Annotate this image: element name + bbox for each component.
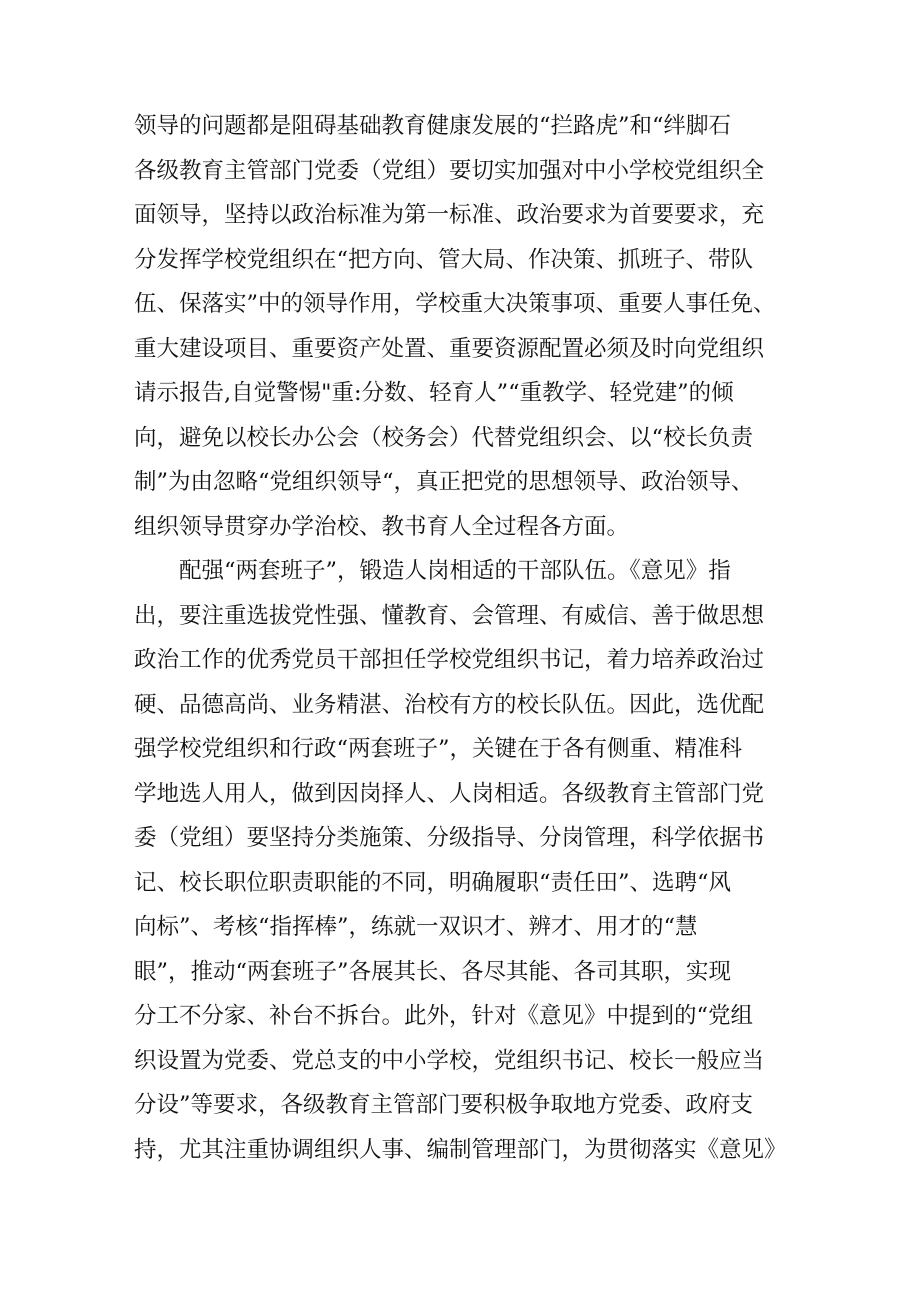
text-line: 向标”、考核“指挥棒”，练就一双识才、辨才、用才的“慧 <box>134 914 698 940</box>
text-line: 领导的问题都是阻碍基础教育健康发展的“拦路虎”和“绊脚石 <box>134 113 732 139</box>
paragraph-start-line: 配强“两套班子”，锻造人岗相适的干部队伍。《意见》指 <box>134 558 731 584</box>
text-line: 政治工作的优秀党员干部担任学校党组织书记，着力培养政治过 <box>134 647 765 673</box>
body-text <box>134 104 800 1172</box>
text-line: 织设置为党委、党总支的中小学校，党组织书记、校长一般应当 <box>134 1047 765 1074</box>
text-line: 持，尤其注重协调组织人事、编制管理部门，为贯彻落实《意见》 <box>134 1136 787 1163</box>
text-line: 眼”，推动“两套班子”各展其长、各尽其能、各司其职，实现 <box>134 958 732 985</box>
text-line: 分设”等要求，各级教育主管部门要积极争取地方党委、政府支 <box>134 1092 754 1118</box>
text-line: 组织领导贯穿办学治校、教书育人全过程各方面。 <box>134 513 630 540</box>
text-line: 硬、品德高尚、业务精湛、治校有方的校长队伍。因此，选优配 <box>134 691 765 718</box>
text-line: 委（党组）要坚持分类施策、分级指导、分岗管理，科学依据书 <box>134 825 765 851</box>
text-line: 向，避免以校长办公会（校务会）代替党组织会、以“校长负责 <box>134 424 754 451</box>
text-line: 强学校党组织和行政“两套班子”，关键在于各有侧重、精准科 <box>134 736 743 762</box>
text-line: 出，要注重选拔党性强、懂教育、会管理、有威信、善于做思想 <box>134 602 765 629</box>
text-line: 请示报告,自觉警惕"重:分数、轻育人”“重教学、轻党建”的倾 <box>134 380 734 406</box>
text-line: 各级教育主管部门党委（党组）要切实加强对中小学校党组织全 <box>134 157 765 184</box>
text-line: 面领导，坚持以政治标准为第一标准、政治要求为首要要求，充 <box>134 202 765 228</box>
text-line: 制”为由忽略“党组织领导“，真正把党的思想领导、政治领导、 <box>134 469 754 495</box>
text-line: 重大建设项目、重要资产处置、重要资源配置必须及时向党组织 <box>134 335 765 362</box>
text-line: 分工不分家、补台不拆台。此外，针对《意见》中提到的“党组 <box>134 1003 754 1029</box>
text-line: 伍、保落实”中的领导作用，学校重大决策事项、重要人事任免、 <box>134 291 776 317</box>
text-line: 分发挥学校党组织在“把方向、管大局、作决策、抓班子、带队 <box>134 246 754 273</box>
text-line: 学地选人用人，做到因岗择人、人岗相适。各级教育主管部门党 <box>134 780 765 807</box>
text-line: 记、校长职位职责职能的不同，明确履职“责任田”、选聘“风 <box>134 869 732 896</box>
